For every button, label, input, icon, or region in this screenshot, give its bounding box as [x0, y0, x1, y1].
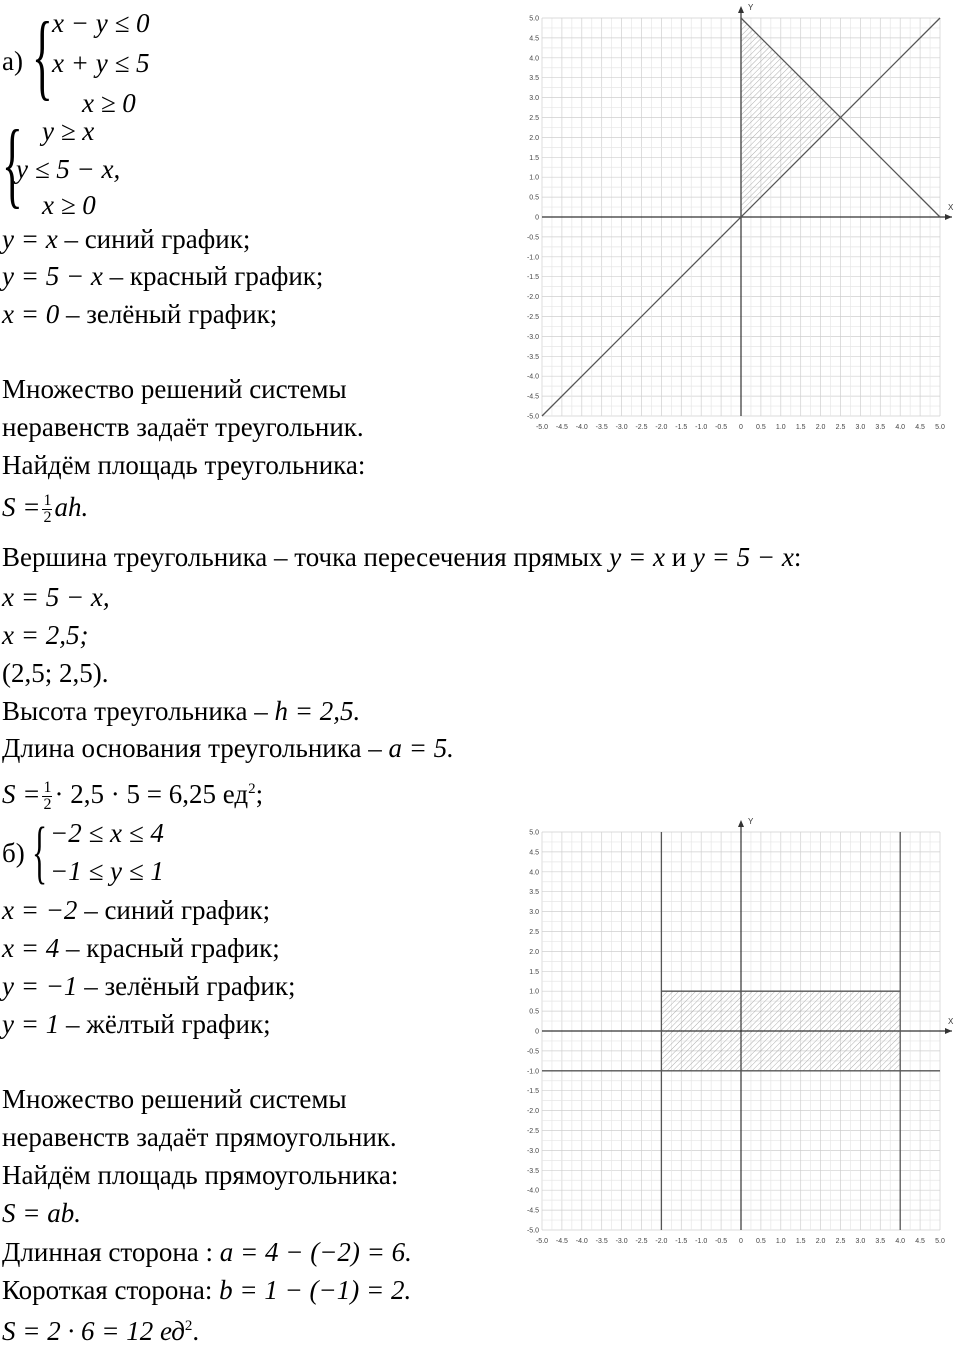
x-tick-label: -1.0 — [695, 424, 708, 431]
y-tick-label: -1.0 — [526, 254, 539, 262]
y-axis-label: Y — [748, 3, 754, 12]
x-tick-label: 3.0 — [855, 424, 866, 431]
x-tick-label: 1.0 — [775, 1238, 786, 1245]
x-tick-label: 2.5 — [835, 424, 846, 431]
x-tick-label: -5.0 — [535, 1238, 549, 1245]
y-tick-label: -3.0 — [526, 333, 539, 341]
graph-a-2: y = 5 − x – красный график; — [2, 261, 324, 291]
y-tick-label: -3.5 — [526, 1167, 539, 1175]
y-tick-label: -0.5 — [526, 1048, 539, 1056]
brace: { — [32, 814, 48, 891]
long-side: Длинная сторона : a = 4 − (−2) = 6. — [2, 1237, 412, 1267]
x-tick-label: -4.0 — [575, 1238, 588, 1245]
y-tick-label: -3.5 — [526, 353, 539, 361]
solution-a-1: Множество решений системы — [2, 374, 347, 404]
y-tick-label: -4.5 — [526, 393, 539, 401]
x-axis-label: X — [948, 203, 954, 212]
chart-a — [505, 0, 960, 436]
y-axis-label: Y — [748, 817, 754, 826]
part-b-label: б) — [2, 838, 25, 868]
result-a: S = $\frac{1}{2}$ · 2,5 · 5 = 6,25 $ед^2$; — [2, 779, 264, 814]
x-tick-label: 4.5 — [915, 1238, 925, 1245]
y-axis-arrow — [738, 820, 744, 827]
y-tick-label: 5.0 — [529, 15, 539, 23]
x-tick-label: 0.5 — [756, 1238, 766, 1245]
solution-a-2: неравенств задаёт треугольник. — [2, 412, 364, 442]
height-text: Высота треугольника – h = 2,5. — [2, 696, 361, 726]
system2-row-3: x ≥ 0 — [42, 190, 96, 220]
y-tick-label: 3.0 — [529, 95, 539, 103]
x-axis-arrow — [945, 1028, 952, 1034]
x-tick-label: -3.5 — [595, 424, 608, 431]
x-tick-label: -2.0 — [655, 1238, 668, 1245]
find-area-a: Найдём площадь треугольника: — [2, 450, 366, 480]
y-tick-label: -2.0 — [526, 294, 539, 302]
y-tick-label: -4.0 — [526, 1187, 539, 1195]
y-tick-label: 2.0 — [529, 948, 539, 956]
system-b-row-2: −1 ≤ y ≤ 1 — [50, 856, 164, 886]
result-b: S = 2 · 6 = 12 $ед^2$. — [2, 1316, 200, 1346]
y-tick-label: 2.5 — [529, 115, 539, 122]
part-a-label: а) — [2, 46, 23, 76]
y-tick-label: 0 — [535, 214, 539, 222]
x-tick-label: -1.5 — [675, 424, 688, 431]
y-tick-label: 3.5 — [529, 889, 539, 897]
y-tick-label: 2.0 — [529, 134, 539, 142]
x-tick-label: 1.5 — [795, 424, 806, 431]
y-tick-label: 4.0 — [529, 869, 539, 877]
system1-row-3: x ≥ 0 — [82, 88, 136, 118]
brace: { — [32, 2, 53, 109]
y-tick-label: 1.5 — [529, 968, 539, 976]
y-tick-label: 0 — [535, 1028, 539, 1036]
x-axis-label: X — [948, 1017, 954, 1026]
brace: { — [2, 110, 23, 217]
x-tick-label: -2.5 — [635, 424, 648, 431]
x-tick-label: 4.5 — [915, 424, 925, 431]
x-tick-label: 2.5 — [835, 1238, 846, 1245]
y-tick-label: -2.5 — [526, 314, 539, 321]
x-tick-label: -3.0 — [615, 424, 628, 431]
step-1: x = 5 − x, — [2, 582, 110, 612]
y-tick-label: -1.0 — [526, 1068, 539, 1076]
x-tick-label: 0 — [739, 424, 743, 431]
x-tick-label: -2.5 — [635, 1238, 648, 1245]
y-tick-label: 4.5 — [529, 849, 539, 857]
x-tick-label: -3.5 — [595, 1238, 608, 1245]
x-tick-label: 0 — [739, 1238, 743, 1245]
y-tick-label: 3.0 — [529, 909, 539, 917]
system-b-row-1: −2 ≤ x ≤ 4 — [50, 818, 164, 848]
system1-row-2: x + y ≤ 5 — [52, 48, 150, 78]
y-tick-label: -1.5 — [526, 1088, 539, 1096]
y-tick-label: -0.5 — [526, 234, 539, 242]
x-tick-label: 5.0 — [935, 1238, 945, 1245]
x-tick-label: 1.0 — [775, 424, 786, 431]
x-tick-label: -4.0 — [575, 424, 588, 431]
solution-b-1: Множество решений системы — [2, 1084, 347, 1114]
x-tick-label: -1.5 — [675, 1238, 688, 1245]
y-tick-label: 4.5 — [529, 35, 539, 43]
y-tick-label: -2.5 — [526, 1128, 539, 1135]
y-tick-label: -3.0 — [526, 1147, 539, 1155]
graph-b-2: x = 4 – красный график; — [2, 933, 280, 963]
x-tick-label: -4.5 — [555, 424, 568, 431]
graph-a-3: x = 0 – зелёный график; — [2, 299, 278, 329]
x-tick-label: -0.5 — [715, 1238, 728, 1245]
x-tick-label: 0.5 — [756, 424, 766, 431]
graph-b-1: x = −2 – синий график; — [2, 895, 271, 925]
y-tick-label: -4.5 — [526, 1207, 539, 1215]
x-tick-label: 2.0 — [815, 424, 826, 431]
x-tick-label: -1.0 — [695, 1238, 708, 1245]
x-tick-label: -4.5 — [555, 1238, 568, 1245]
x-axis-arrow — [945, 214, 952, 220]
y-tick-label: -5.0 — [526, 413, 539, 421]
y-tick-label: 2.5 — [529, 929, 539, 936]
graph-b-4: y = 1 – жёлтый график; — [2, 1009, 271, 1039]
x-tick-label: -0.5 — [715, 424, 728, 431]
x-tick-label: 3.0 — [855, 1238, 866, 1245]
x-tick-label: 3.5 — [875, 424, 886, 431]
y-axis-arrow — [738, 6, 744, 13]
step-3: (2,5; 2,5). — [2, 658, 109, 688]
step-2: x = 2,5; — [2, 620, 89, 650]
short-side: Короткая сторона: b = 1 − (−1) = 2. — [2, 1275, 412, 1305]
vertex-text: Вершина треугольника – точка пересечения прямых y = x и y = 5 − x: — [2, 542, 802, 572]
base-text: Длина основания треугольника – a = 5. — [2, 733, 454, 763]
y-tick-label: 1.0 — [529, 174, 539, 182]
y-tick-label: 4.0 — [529, 55, 539, 63]
y-tick-label: 1.0 — [529, 988, 539, 996]
graph-a-1: y = x – синий график; — [2, 224, 251, 254]
y-tick-label: -5.0 — [526, 1227, 539, 1235]
find-area-b: Найдём площадь прямоугольника: — [2, 1160, 399, 1190]
system1-row-1: x − y ≤ 0 — [52, 8, 150, 38]
area-formula-b: S = ab. — [2, 1198, 81, 1228]
x-tick-label: -3.0 — [615, 1238, 628, 1245]
solution-b-2: неравенств задаёт прямоугольник. — [2, 1122, 397, 1152]
y-tick-label: -2.0 — [526, 1108, 539, 1116]
system2-row-2: y ≤ 5 − x, — [16, 154, 121, 184]
y-tick-label: 0.5 — [529, 194, 539, 202]
system2-row-1: y ≥ x — [42, 116, 95, 146]
y-tick-label: 5.0 — [529, 829, 539, 837]
graph-b-3: y = −1 – зелёный график; — [2, 971, 296, 1001]
y-tick-label: -1.5 — [526, 274, 539, 282]
y-tick-label: 1.5 — [529, 154, 539, 162]
x-tick-label: 5.0 — [935, 424, 945, 431]
area-formula-a: S = $\frac{1}{2}$ ah. — [2, 492, 89, 527]
y-tick-label: -4.0 — [526, 373, 539, 381]
x-tick-label: 2.0 — [815, 1238, 826, 1245]
x-tick-label: 1.5 — [795, 1238, 806, 1245]
y-tick-label: 0.5 — [529, 1008, 539, 1016]
x-tick-label: 4.0 — [895, 424, 906, 431]
x-tick-label: -2.0 — [655, 424, 668, 431]
y-tick-label: 3.5 — [529, 75, 539, 83]
x-tick-label: -5.0 — [535, 424, 549, 431]
chart-b — [505, 814, 960, 1250]
x-tick-label: 4.0 — [895, 1238, 906, 1245]
x-tick-label: 3.5 — [875, 1238, 886, 1245]
